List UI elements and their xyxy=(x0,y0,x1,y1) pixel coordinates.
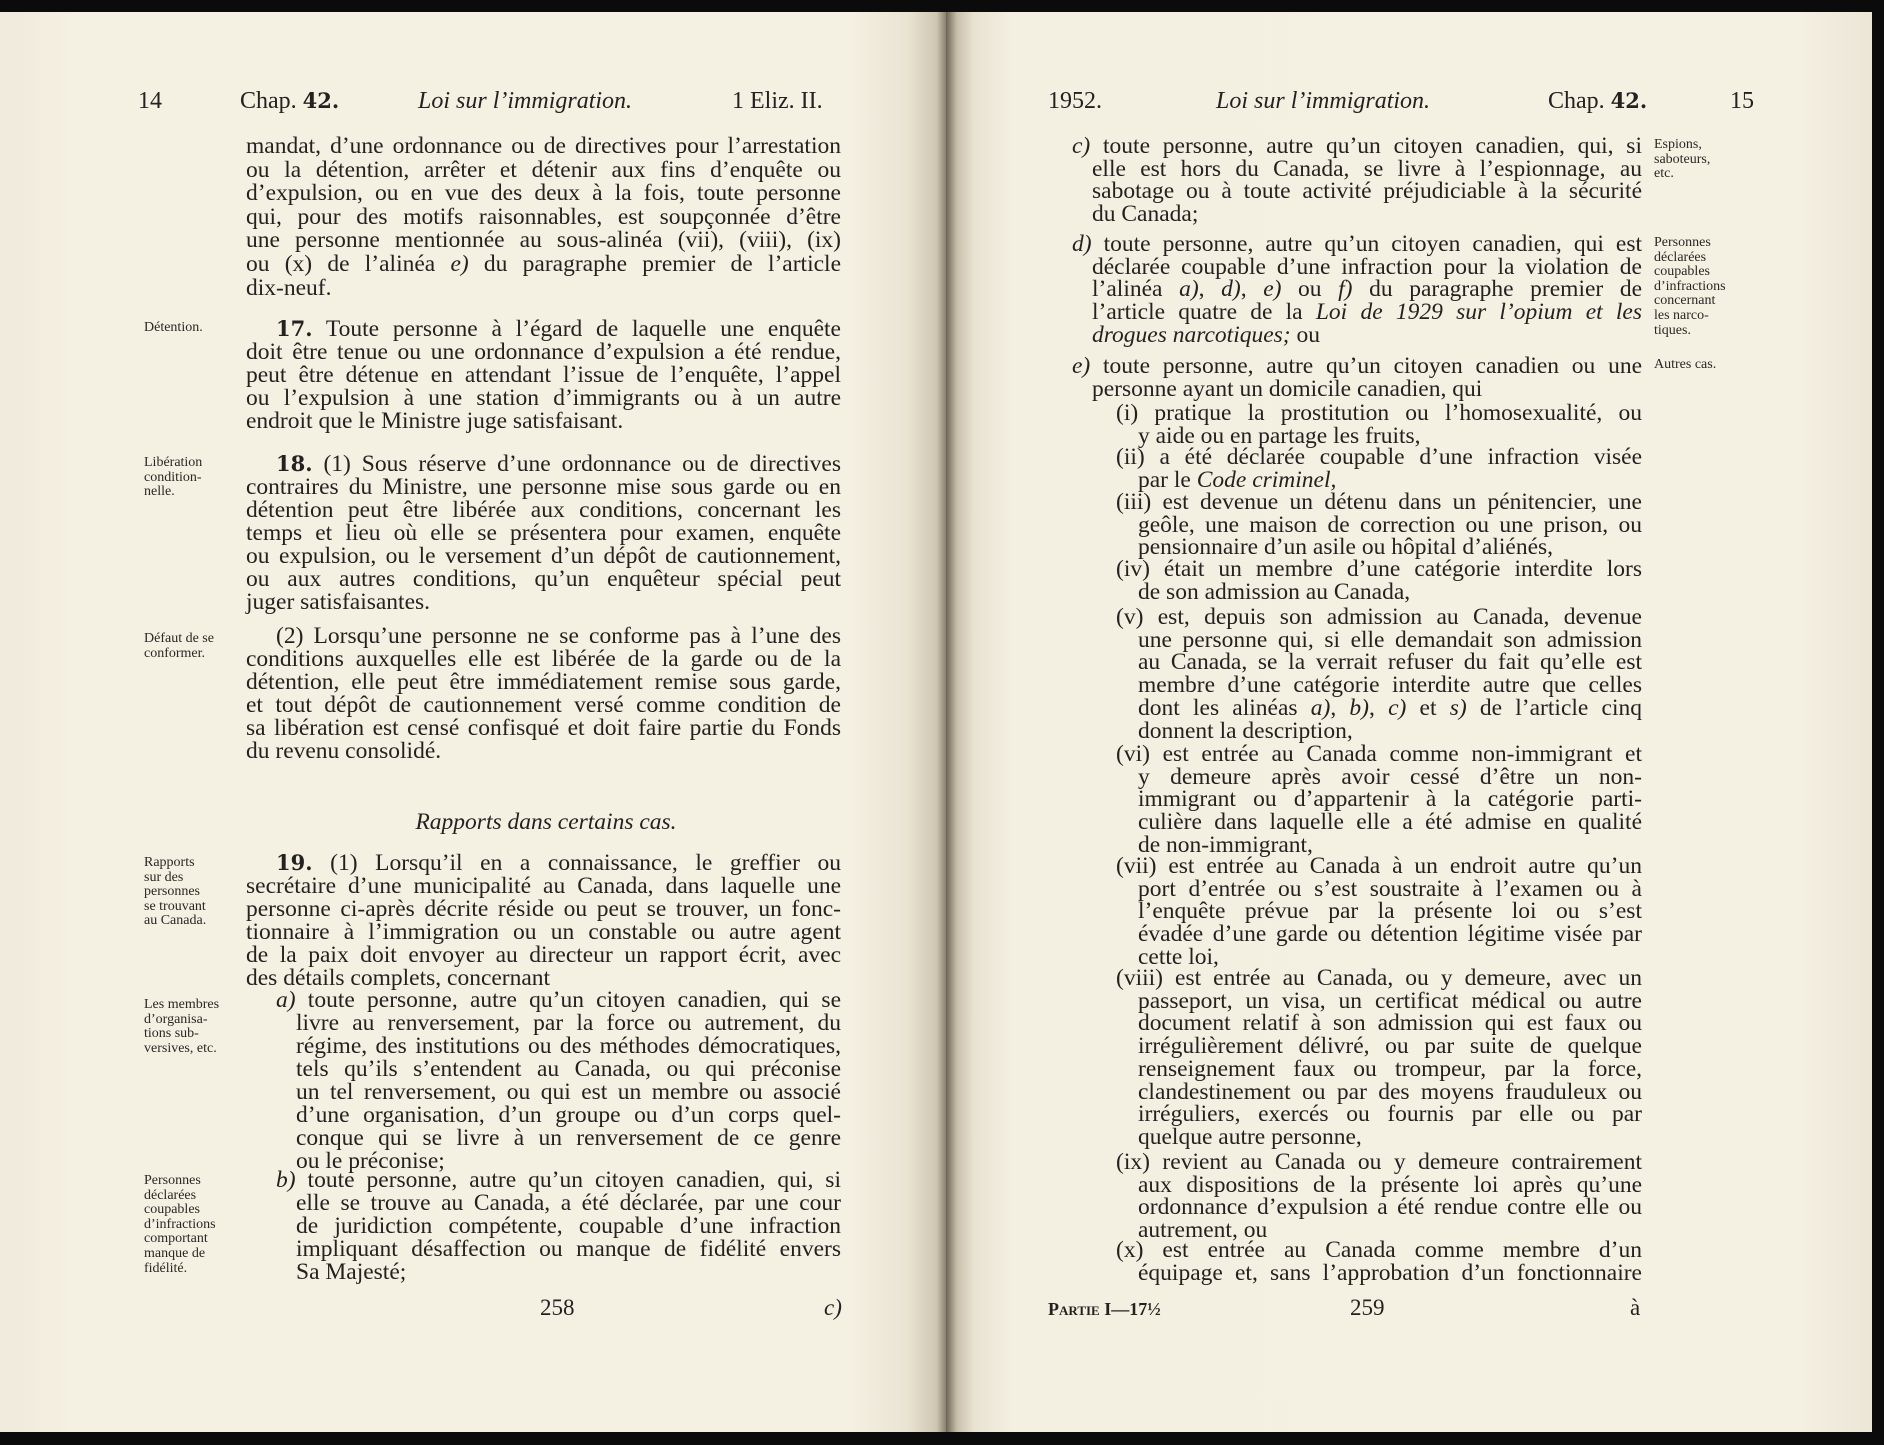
margin-note-rapports xyxy=(144,856,206,929)
margin-note-line: Personnes xyxy=(1654,235,1711,250)
chapter-number: 42. xyxy=(1610,88,1648,113)
text-run: (iv) était un membre d’une catégorie interdite lors xyxy=(1116,556,1642,582)
italic-run: a) xyxy=(276,987,296,1013)
text-line xyxy=(246,738,841,764)
margin-note-line: conformer. xyxy=(144,645,206,661)
text-run: secrétaire d’une municipalité au Canada, dans laquelle une xyxy=(246,873,841,899)
text-run: culière dans laquelle elle a été admise en qualité xyxy=(1138,809,1642,836)
italic-run: e) xyxy=(1072,353,1091,379)
text-run: dont les alinéas xyxy=(1138,694,1311,721)
text-run: par le xyxy=(1138,466,1197,493)
text-line xyxy=(1092,376,1642,402)
text-line-content xyxy=(1138,1260,1642,1286)
text-line-content xyxy=(246,204,841,230)
text-line-content xyxy=(246,251,841,277)
text-line-content xyxy=(1092,201,1198,227)
margin-note-narcotiques xyxy=(1654,236,1726,338)
text-run: (vi) est entrée au Canada comme non-immigrant et xyxy=(1116,741,1642,767)
text-run: immigrant ou d’appartenir à la catégorie parti- xyxy=(1138,786,1642,813)
text-run: contraires du Ministre, une personne mise sous garde ou en xyxy=(246,474,841,500)
text-run: de non-immigrant, xyxy=(1138,831,1313,858)
italic-run: a) xyxy=(1179,276,1199,303)
folio: 258 xyxy=(540,1295,575,1320)
italic-run: c) xyxy=(1072,133,1091,159)
text-run: conque qui se livre à un renversement de ce genre xyxy=(296,1125,841,1151)
text-run: clandestinement ou par des moyens frauduleux ou xyxy=(1138,1078,1642,1105)
italic-run: d) xyxy=(1221,276,1241,303)
text-run: (2) Lorsqu’une personne ne se conforme pas à l’une des xyxy=(276,623,841,649)
text-run: irréguliers, exercés ou fournis par elle ou par xyxy=(1138,1101,1642,1128)
chapter-label xyxy=(240,88,339,114)
margin-note-line: Espions, xyxy=(1654,137,1702,152)
text-line-content xyxy=(246,227,841,253)
text-run: l’article quatre de la xyxy=(1092,299,1316,326)
text-line xyxy=(246,204,841,230)
text-run: de l’article cinq xyxy=(1466,694,1642,721)
text-run: peut être détenue en attendant l’issue de l’enquête, l’appel xyxy=(246,362,841,388)
text-run: endroit que le Ministre juge satisfaisant. xyxy=(246,408,624,434)
text-run: cette loi, xyxy=(1138,943,1219,970)
text-run: document relatif à son admission qui est faux ou xyxy=(1138,1010,1642,1037)
text-run: équipage et, sans l’approbation d’un fonctionnaire xyxy=(1138,1259,1642,1286)
text-run: , xyxy=(1198,276,1222,303)
margin-note-line: déclarées xyxy=(1654,249,1707,265)
text-run: (iii) est devenue un détenu dans un pénitencier, une xyxy=(1116,489,1642,515)
margin-note-line: saboteurs, xyxy=(1654,151,1711,167)
text-run: geôle, une maison de correction ou une prison, ou xyxy=(1138,511,1642,538)
margin-note-line: sur des xyxy=(144,869,184,885)
italic-run: f) xyxy=(1338,276,1353,303)
text-line-content xyxy=(1092,376,1482,402)
text-run: y aide ou en partage les fruits, xyxy=(1138,422,1421,449)
margin-note-line: Personnes xyxy=(144,1173,201,1188)
text-run: juger satisfaisantes. xyxy=(246,589,431,615)
text-line-content xyxy=(1138,1124,1362,1150)
text-run: (vii) est entrée au Canada à un endroit autre qu’un xyxy=(1116,853,1642,879)
chapter-prefix: Chap. xyxy=(1548,88,1605,114)
text-line-content xyxy=(1138,718,1353,744)
text-run: (viii) est entrée au Canada, ou y demeure, avec un xyxy=(1116,965,1642,991)
text-line xyxy=(1138,718,1642,744)
italic-run: b) xyxy=(276,1167,296,1193)
left-page xyxy=(0,12,946,1432)
text-run: irrégulièrement délivré, ou par suite de quelque xyxy=(1138,1033,1642,1060)
text-run: , xyxy=(1330,694,1350,721)
text-run: dix-neuf. xyxy=(246,274,332,301)
text-run: ou (x) de l’alinéa xyxy=(246,251,451,277)
text-run: toute personne, autre qu’un citoyen canadien, qui est xyxy=(1091,231,1642,257)
text-run: donnent la description, xyxy=(1138,717,1353,744)
italic-run: Loi de 1929 sur l’opium et les xyxy=(1315,299,1642,326)
text-run: et tout dépôt de cautionnement versé comme condition de xyxy=(246,692,841,718)
text-run: régime, des institutions ou des méthodes démocratiques, xyxy=(296,1033,841,1059)
text-line-content xyxy=(246,408,623,434)
text-run: mandat, d’une ordonnance ou de directives pour l’arrestation xyxy=(246,133,841,159)
text-run: toute personne, autre qu’un citoyen canadien, qui, si xyxy=(1090,133,1642,159)
text-run: personne ci-après décrite réside ou peut se trouver, un fonc- xyxy=(246,896,841,922)
page-number: 15 xyxy=(1730,88,1754,114)
right-page xyxy=(946,12,1872,1432)
text-run: passeport, un visa, un certificat médical ou autre xyxy=(1138,987,1642,1014)
margin-note-personnes xyxy=(144,1174,216,1276)
text-line-content xyxy=(296,1259,406,1285)
text-run: Sa Majesté; xyxy=(296,1259,407,1285)
text-run: ou xyxy=(1281,276,1339,303)
text-run: (v) est, depuis son admission au Canada, devenue xyxy=(1116,604,1642,630)
text-run: des détails complets, concernant xyxy=(246,965,551,991)
text-run: conditions auxquelles elle est libérée de la garde ou de la xyxy=(246,646,841,672)
text-run: toute personne, autre qu’un citoyen canadien, qui se xyxy=(295,987,841,1013)
text-line-content xyxy=(246,738,441,764)
folio: 259 xyxy=(1350,1295,1385,1320)
chapter-label xyxy=(1548,88,1647,114)
signature-mark: Partie I—17½ xyxy=(1048,1299,1161,1319)
text-run: membre d’une catégorie interdite autre que celles xyxy=(1138,672,1642,699)
text-run: ordonnance d’expulsion a été rendue contre elle ou xyxy=(1138,1194,1642,1221)
text-line xyxy=(246,589,841,615)
text-run: ou l’expulsion à une station d’immigrants ou à un autre xyxy=(246,385,841,411)
margin-note-line: tiques. xyxy=(1654,322,1691,338)
text-run: ou expulsion, ou le versement d’un dépôt de cautionnement, xyxy=(246,543,841,569)
text-run: et xyxy=(1406,694,1450,721)
text-run: sabotage ou à toute activité préjudiciable à la sécurité xyxy=(1092,178,1642,205)
text-run: (i) pratique la prostitution ou l’homosexualité, ou xyxy=(1116,400,1642,426)
text-run: renseignement faux ou trompeur, par la force, xyxy=(1138,1055,1642,1082)
text-run: (1) Sous réserve d’une ordonnance ou de directives xyxy=(312,451,841,477)
text-line-content xyxy=(246,157,841,183)
text-run: l’alinéa xyxy=(1092,276,1180,303)
italic-run: d) xyxy=(1072,231,1092,257)
margin-note-line: condition- xyxy=(144,469,202,485)
section-number: 18. xyxy=(276,451,313,476)
section-heading: Rapports dans certains cas. xyxy=(415,809,677,835)
text-run: (ix) revient au Canada ou y demeure contrairement xyxy=(1116,1149,1642,1175)
text-line-content xyxy=(246,180,841,206)
text-run: tionnaire à l’immigration ou un constable ou autre agent xyxy=(246,919,841,945)
italic-run: Code criminel, xyxy=(1196,466,1337,493)
margin-note-line: coupables xyxy=(144,1202,200,1218)
text-run: ou xyxy=(1290,321,1321,348)
text-run: temps et lieu où elle se présentera pour examen, enquête xyxy=(246,520,841,546)
italic-run: e) xyxy=(450,251,469,277)
margin-note-espions xyxy=(1654,138,1710,182)
text-run: , xyxy=(1240,276,1264,303)
catchword: à xyxy=(1630,1295,1641,1320)
text-line-content xyxy=(1138,579,1410,605)
text-run: (1) Lorsqu’il en a connaissance, le greffier ou xyxy=(312,850,841,876)
text-run: du paragraphe premier de l’article xyxy=(468,251,841,277)
text-run: du Canada; xyxy=(1092,201,1199,228)
text-run: impliquant désaffection ou manque de fidélité envers xyxy=(296,1236,841,1262)
margin-note-line: d’infractions xyxy=(1654,278,1726,294)
margin-note-line: Libération xyxy=(144,455,203,470)
text-run: détention, elle peut être immédiatement remise sous garde, xyxy=(246,669,841,695)
text-run: doit être tenue ou une ordonnance d’expulsion a été rendue, xyxy=(246,339,841,365)
text-line-content xyxy=(246,133,841,159)
margin-note-line: Défaut de se xyxy=(144,631,214,646)
text-run: une personne qui, si elle demandait son admission xyxy=(1138,626,1642,653)
margin-note-line: nelle. xyxy=(144,484,175,500)
text-run: ou le préconise; xyxy=(296,1148,445,1174)
margin-note-autres-cas xyxy=(1654,358,1716,373)
margin-note-line: les narco- xyxy=(1654,307,1709,323)
year: 1952. xyxy=(1048,88,1102,114)
section-number: 19. xyxy=(276,850,313,875)
italic-run: a) xyxy=(1310,694,1331,721)
margin-note-line: Autres cas. xyxy=(1654,357,1717,372)
italic-run: s) xyxy=(1449,694,1467,721)
text-line xyxy=(1138,1260,1642,1286)
text-run: tels qu’ils s’entendent au Canada, ou qui préconise xyxy=(296,1056,841,1082)
text-run: au Canada, se la verrait refuser du fait qu’elle est xyxy=(1138,649,1642,676)
margin-note-line: comportant xyxy=(144,1231,208,1247)
text-run: détention peut être libérée aux conditions, concernant les xyxy=(246,497,841,523)
text-run: autrement, ou xyxy=(1138,1217,1268,1244)
margin-note-defaut xyxy=(144,632,214,661)
margin-note-line: tions sub- xyxy=(144,1026,199,1042)
text-run: , xyxy=(1368,694,1389,721)
text-run: de juridiction compétente, coupable d’une infraction xyxy=(296,1213,841,1239)
regnal-year: 1 Eliz. II. xyxy=(732,88,823,114)
section-number: 17. xyxy=(276,316,313,341)
text-run: (ii) a été déclarée coupable d’une infraction visée xyxy=(1116,444,1642,470)
margin-note-line: concernant xyxy=(1654,293,1716,309)
text-line xyxy=(1138,1124,1642,1150)
margin-note-line: déclarées xyxy=(144,1187,197,1203)
chapter-prefix: Chap. xyxy=(240,88,297,114)
text-run: elle est hors du Canada, se livre à l’espionnage, au xyxy=(1092,155,1642,182)
text-run: elle se trouve au Canada, a été déclarée, par une cour xyxy=(296,1190,841,1216)
text-run: de la paix doit envoyer au directeur un rapport écrit, avec xyxy=(246,942,841,968)
text-run: du paragraphe premier de xyxy=(1352,276,1643,303)
text-line xyxy=(246,180,841,206)
chapter-number: 42. xyxy=(302,88,340,113)
text-line-content xyxy=(246,275,332,301)
margin-note-liberation xyxy=(144,456,202,500)
text-line xyxy=(246,157,841,183)
margin-note-line: etc. xyxy=(1654,166,1674,182)
italic-run: drogues narcotiques; xyxy=(1092,321,1291,348)
text-run: ou aux autres conditions, qu’un enquêteur spécial peut xyxy=(246,566,841,592)
text-line xyxy=(1138,579,1642,605)
text-run: pensionnaire d’un asile ou hôpital d’aliénés, xyxy=(1138,534,1554,561)
text-run: ou la détention, arrêter et détenir aux fins d’enquête ou xyxy=(246,156,841,183)
text-run: y demeure après avoir cessé d’être un non- xyxy=(1138,763,1642,790)
text-line xyxy=(1092,322,1642,348)
margin-note-membres xyxy=(144,998,219,1056)
margin-note-detention xyxy=(144,321,203,336)
text-line xyxy=(246,227,841,253)
text-run: port d’entrée ou s’est soustraite à l’examen ou à xyxy=(1138,875,1642,902)
text-run: un tel renversement, ou qui est un membre ou associé xyxy=(296,1079,841,1105)
italic-run: b) xyxy=(1349,694,1369,721)
text-run: toute personne, autre qu’un citoyen canadien, qui, si xyxy=(295,1167,841,1193)
text-run: aux dispositions de la présente loi après qu’une xyxy=(1138,1171,1642,1198)
margin-note-line: manque de xyxy=(144,1245,206,1261)
text-run: d’expulsion, ou en vue des deux à la fois, toute personne xyxy=(246,180,841,207)
text-run: de son admission au Canada, xyxy=(1138,578,1411,605)
text-run: l’enquête prévue par la présente loi ou s’est xyxy=(1138,898,1642,925)
margin-note-line: Les membres xyxy=(144,997,220,1012)
margin-note-line: d’infractions xyxy=(144,1216,216,1232)
italic-run: c) xyxy=(1388,694,1407,721)
italic-run: e) xyxy=(1263,276,1282,303)
text-line-content xyxy=(246,589,430,615)
margin-note-line: coupables xyxy=(1654,264,1710,280)
text-run: sa libération est censé confisqué et doit faire partie du Fonds xyxy=(246,715,841,741)
text-line-content xyxy=(1092,322,1320,348)
text-line xyxy=(296,1259,841,1285)
text-run: une personne mentionnée au sous-alinéa (vii), (viii), (ix) xyxy=(246,227,841,254)
margin-note-line: au Canada. xyxy=(144,913,207,929)
margin-note-line: fidélité. xyxy=(144,1260,188,1276)
text-line xyxy=(246,408,841,434)
text-line xyxy=(246,133,841,159)
margin-note-line: versives, etc. xyxy=(144,1040,217,1056)
margin-note-line: se trouvant xyxy=(144,898,206,914)
margin-note-line: d’organisa- xyxy=(144,1011,208,1027)
text-run: toute personne, autre qu’un citoyen canadien ou une xyxy=(1090,353,1642,379)
text-run: qui, pour des motifs raisonnables, est soupçonnée d’être xyxy=(246,203,841,230)
text-run: Toute personne à l’égard de laquelle une enquête xyxy=(312,316,841,342)
text-run: (x) est entrée au Canada comme membre d’un xyxy=(1116,1237,1642,1263)
margin-note-line: Rapports xyxy=(144,855,195,870)
text-line xyxy=(1092,201,1642,227)
text-run: personne ayant un domicile canadien, qui xyxy=(1092,375,1483,402)
text-line xyxy=(246,251,841,277)
text-line xyxy=(246,275,841,301)
running-title: Loi sur l’immigration. xyxy=(1216,88,1431,114)
text-run: du revenu consolidé. xyxy=(246,738,442,764)
page-number: 14 xyxy=(138,88,162,114)
margin-note-line: Détention. xyxy=(144,320,203,335)
text-run: déclarée coupable d’une infraction pour la violation de xyxy=(1092,253,1642,280)
text-run: livre au renversement, par la force ou autrement, du xyxy=(296,1010,841,1036)
running-title: Loi sur l’immigration. xyxy=(418,88,633,114)
text-run: d’une organisation, d’un groupe ou d’un corps quel- xyxy=(296,1102,841,1128)
text-run: évadée d’une garde ou détention légitime visée par xyxy=(1138,921,1642,948)
margin-note-line: personnes xyxy=(144,884,200,900)
catchword: c) xyxy=(824,1295,842,1320)
text-run: quelque autre personne, xyxy=(1138,1123,1362,1150)
